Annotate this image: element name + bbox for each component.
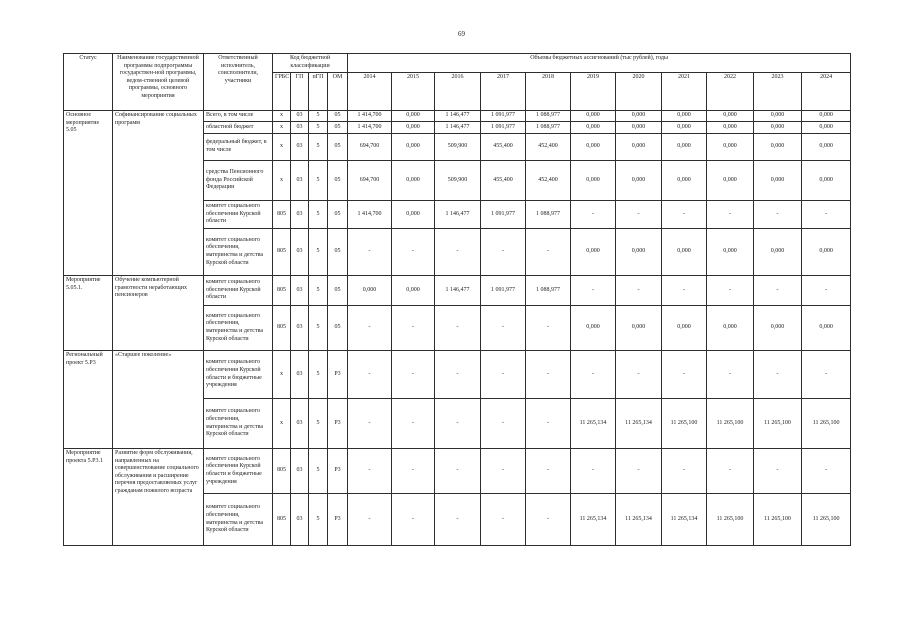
row-code-pgp: 5 xyxy=(309,229,328,276)
row-value-2020: 11 265,134 xyxy=(616,399,662,449)
row-value-2014: 694,700 xyxy=(348,161,392,201)
row-value-2024: 0,000 xyxy=(802,229,851,276)
table-header-row xyxy=(64,54,851,73)
row-value-2019: - xyxy=(571,201,616,229)
header-year: 2020 xyxy=(616,73,662,111)
row-code-grbs: 805 xyxy=(273,201,291,229)
row-value-2022: 0,000 xyxy=(707,134,754,161)
row-value-2016: 1 146,477 xyxy=(435,201,481,229)
row-value-2018: 1 088,977 xyxy=(526,111,571,122)
row-value-2021: - xyxy=(662,351,707,399)
row-value-2021: 0,000 xyxy=(662,134,707,161)
row-responsible: комитет социального обеспечения, материнства и детства Курской области xyxy=(204,229,273,276)
row-value-2019: 0,000 xyxy=(571,122,616,134)
header-year: 2019 xyxy=(571,73,616,111)
row-value-2022: - xyxy=(707,201,754,229)
row-value-2014: - xyxy=(348,351,392,399)
row-value-2015: - xyxy=(392,351,435,399)
row-code-om: 05 xyxy=(328,229,348,276)
row-code-pgp: 5 xyxy=(309,494,328,546)
row-value-2022: 11 265,100 xyxy=(707,399,754,449)
row-value-2023: - xyxy=(754,276,802,306)
table-row xyxy=(64,276,851,306)
row-value-2023: 0,000 xyxy=(754,161,802,201)
header-year: 2021 xyxy=(662,73,707,111)
row-responsible: комитет социального обеспечения, материнства и детства Курской области xyxy=(204,399,273,449)
table-header xyxy=(64,54,851,111)
row-code-om: 05 xyxy=(328,161,348,201)
row-value-2023: 0,000 xyxy=(754,134,802,161)
row-value-2015: 0,000 xyxy=(392,134,435,161)
header-year: 2017 xyxy=(481,73,526,111)
row-value-2022: 0,000 xyxy=(707,229,754,276)
row-code-grbs: x xyxy=(273,111,291,122)
row-code-pgp: 5 xyxy=(309,201,328,229)
row-value-2023: 11 265,100 xyxy=(754,399,802,449)
header-year: 2015 xyxy=(392,73,435,111)
row-name: Развитие форм обслуживания, направленных на совершенствование социального обслуживания и расширение перечня предоставляемых услуг гражданам пожилого возраста xyxy=(113,449,204,546)
row-value-2023: - xyxy=(754,351,802,399)
row-value-2024: 0,000 xyxy=(802,161,851,201)
row-value-2021: - xyxy=(662,449,707,494)
row-value-2021: 0,000 xyxy=(662,229,707,276)
row-value-2015: 0,000 xyxy=(392,111,435,122)
row-code-grbs: 805 xyxy=(273,449,291,494)
row-value-2022: 0,000 xyxy=(707,306,754,351)
row-value-2021: - xyxy=(662,201,707,229)
row-value-2022: - xyxy=(707,449,754,494)
row-value-2018: - xyxy=(526,494,571,546)
row-code-gp: 03 xyxy=(291,351,309,399)
row-responsible: комитет социального обеспечения, материнства и детства Курской области xyxy=(204,306,273,351)
budget-table xyxy=(63,53,851,546)
row-responsible: средства Пенсионного фонда Российской Федерации xyxy=(204,161,273,201)
row-value-2019: - xyxy=(571,351,616,399)
header-code-gp: ГП xyxy=(291,73,309,111)
row-value-2024: - xyxy=(802,449,851,494)
row-value-2018: - xyxy=(526,449,571,494)
row-code-gp: 03 xyxy=(291,306,309,351)
header-code-pgp: пГП xyxy=(309,73,328,111)
row-code-om: 05 xyxy=(328,276,348,306)
row-value-2015: - xyxy=(392,494,435,546)
row-value-2020: - xyxy=(616,276,662,306)
row-code-grbs: 805 xyxy=(273,306,291,351)
header-code-group: Код бюджетной классификации xyxy=(273,54,348,73)
row-value-2016: 1 146,477 xyxy=(435,276,481,306)
row-value-2016: - xyxy=(435,399,481,449)
row-code-grbs: 805 xyxy=(273,494,291,546)
row-value-2024: 0,000 xyxy=(802,134,851,161)
row-code-pgp: 5 xyxy=(309,306,328,351)
row-status: Мероприятие 5.05.1. xyxy=(64,276,113,351)
row-value-2019: 0,000 xyxy=(571,306,616,351)
row-value-2016: - xyxy=(435,229,481,276)
row-name: Софинансирование социальных программ xyxy=(113,111,204,276)
row-value-2020: 0,000 xyxy=(616,111,662,122)
row-value-2021: 0,000 xyxy=(662,306,707,351)
row-code-om: 05 xyxy=(328,306,348,351)
row-responsible: федеральный бюджет, в том числе xyxy=(204,134,273,161)
row-code-om: 05 xyxy=(328,201,348,229)
row-value-2024: - xyxy=(802,351,851,399)
row-value-2015: 0,000 xyxy=(392,201,435,229)
row-value-2014: - xyxy=(348,229,392,276)
row-value-2020: - xyxy=(616,449,662,494)
row-value-2018: 452,400 xyxy=(526,161,571,201)
row-value-2024: 0,000 xyxy=(802,122,851,134)
row-responsible: комитет социального обеспечения, материнства и детства Курской области xyxy=(204,494,273,546)
row-value-2023: 0,000 xyxy=(754,111,802,122)
row-code-om: 05 xyxy=(328,111,348,122)
row-code-grbs: 805 xyxy=(273,229,291,276)
row-value-2016: 509,900 xyxy=(435,134,481,161)
row-value-2016: - xyxy=(435,449,481,494)
row-code-gp: 03 xyxy=(291,449,309,494)
row-value-2019: - xyxy=(571,449,616,494)
page-number: 69 xyxy=(458,30,465,38)
row-value-2018: - xyxy=(526,306,571,351)
row-value-2019: 0,000 xyxy=(571,161,616,201)
row-code-gp: 03 xyxy=(291,111,309,122)
row-value-2024: 0,000 xyxy=(802,111,851,122)
row-value-2022: 0,000 xyxy=(707,161,754,201)
row-code-gp: 03 xyxy=(291,494,309,546)
row-value-2018: - xyxy=(526,351,571,399)
row-value-2020: - xyxy=(616,351,662,399)
row-value-2014: 694,700 xyxy=(348,134,392,161)
header-status: Статус xyxy=(64,54,113,111)
row-value-2021: 11 265,100 xyxy=(662,399,707,449)
row-value-2014: 1 414,700 xyxy=(348,201,392,229)
row-responsible: комитет социального обеспечения Курской области xyxy=(204,201,273,229)
row-value-2014: - xyxy=(348,399,392,449)
row-value-2023: - xyxy=(754,449,802,494)
row-code-pgp: 5 xyxy=(309,351,328,399)
row-code-gp: 03 xyxy=(291,201,309,229)
row-value-2018: - xyxy=(526,229,571,276)
table-body xyxy=(64,111,851,546)
row-value-2015: - xyxy=(392,399,435,449)
row-value-2021: 0,000 xyxy=(662,111,707,122)
row-value-2019: 0,000 xyxy=(571,229,616,276)
row-value-2015: - xyxy=(392,229,435,276)
row-code-grbs: x xyxy=(273,122,291,134)
row-responsible: областной бюджет xyxy=(204,122,273,134)
row-code-grbs: x xyxy=(273,399,291,449)
row-value-2014: - xyxy=(348,449,392,494)
row-value-2014: - xyxy=(348,494,392,546)
row-value-2017: 455,400 xyxy=(481,134,526,161)
header-responsible: Ответственный исполнитель, соисполнители, участники xyxy=(204,54,273,111)
row-code-gp: 03 xyxy=(291,399,309,449)
header-year: 2024 xyxy=(802,73,851,111)
row-value-2019: 0,000 xyxy=(571,111,616,122)
header-code-grbs: ГРБС xyxy=(273,73,291,111)
table-row xyxy=(64,449,851,494)
header-year: 2023 xyxy=(754,73,802,111)
header-year: 2016 xyxy=(435,73,481,111)
header-year: 2018 xyxy=(526,73,571,111)
header-year: 2022 xyxy=(707,73,754,111)
row-code-gp: 03 xyxy=(291,229,309,276)
row-value-2024: - xyxy=(802,201,851,229)
row-value-2014: 0,000 xyxy=(348,276,392,306)
row-value-2017: - xyxy=(481,229,526,276)
header-amount-group: Объемы бюджетных ассигнований (тыс рублей), годы xyxy=(348,54,851,73)
row-value-2024: 11 265,100 xyxy=(802,494,851,546)
row-value-2017: 1 091,977 xyxy=(481,276,526,306)
row-code-om: P3 xyxy=(328,399,348,449)
row-value-2017: 1 091,977 xyxy=(481,122,526,134)
row-value-2022: 0,000 xyxy=(707,122,754,134)
row-value-2020: 0,000 xyxy=(616,306,662,351)
row-value-2017: 1 091,977 xyxy=(481,201,526,229)
row-responsible: Всего, в том числе xyxy=(204,111,273,122)
row-value-2015: 0,000 xyxy=(392,276,435,306)
row-code-grbs: x xyxy=(273,351,291,399)
row-code-pgp: 5 xyxy=(309,449,328,494)
row-code-om: 05 xyxy=(328,134,348,161)
row-value-2021: - xyxy=(662,276,707,306)
row-value-2018: 1 088,977 xyxy=(526,122,571,134)
row-value-2017: - xyxy=(481,494,526,546)
row-value-2021: 11 265,134 xyxy=(662,494,707,546)
row-value-2020: 11 265,134 xyxy=(616,494,662,546)
row-value-2023: 0,000 xyxy=(754,306,802,351)
row-value-2015: - xyxy=(392,449,435,494)
row-code-gp: 03 xyxy=(291,161,309,201)
row-value-2017: - xyxy=(481,399,526,449)
row-code-grbs: 805 xyxy=(273,276,291,306)
row-value-2023: 11 265,100 xyxy=(754,494,802,546)
row-name: Обучение компьютерной грамотности неработающих пенсионеров xyxy=(113,276,204,351)
table-row xyxy=(64,351,851,399)
row-value-2019: 11 265,134 xyxy=(571,399,616,449)
row-value-2020: 0,000 xyxy=(616,122,662,134)
row-value-2018: - xyxy=(526,399,571,449)
row-value-2019: 11 265,134 xyxy=(571,494,616,546)
row-responsible: комитет социального обеспечения Курской области и бюджетные учреждения xyxy=(204,351,273,399)
row-value-2018: 1 088,977 xyxy=(526,201,571,229)
row-value-2017: - xyxy=(481,351,526,399)
row-code-pgp: 5 xyxy=(309,399,328,449)
row-value-2023: 0,000 xyxy=(754,229,802,276)
row-code-om: P3 xyxy=(328,449,348,494)
row-status: Мероприятие проекта 5.P3.1 xyxy=(64,449,113,546)
row-value-2021: 0,000 xyxy=(662,161,707,201)
row-code-gp: 03 xyxy=(291,276,309,306)
row-value-2023: - xyxy=(754,201,802,229)
row-status: Региональный проект 5.P3 xyxy=(64,351,113,449)
row-value-2020: 0,000 xyxy=(616,161,662,201)
row-value-2022: - xyxy=(707,351,754,399)
row-responsible: комитет социального обеспечения Курской области xyxy=(204,276,273,306)
row-code-pgp: 5 xyxy=(309,111,328,122)
row-code-pgp: 5 xyxy=(309,122,328,134)
row-value-2019: - xyxy=(571,276,616,306)
row-code-gp: 03 xyxy=(291,122,309,134)
row-value-2018: 1 088,977 xyxy=(526,276,571,306)
row-code-om: P3 xyxy=(328,351,348,399)
header-year: 2014 xyxy=(348,73,392,111)
header-code-om: ОМ xyxy=(328,73,348,111)
row-value-2024: 11 265,100 xyxy=(802,399,851,449)
row-value-2020: 0,000 xyxy=(616,229,662,276)
row-value-2016: 1 146,477 xyxy=(435,111,481,122)
row-value-2021: 0,000 xyxy=(662,122,707,134)
header-name: Наименование государственной программы подпрограммы государствен-ной программы, ведом-ственной целевой программы, основного мероприятия xyxy=(113,54,204,111)
row-value-2018: 452,400 xyxy=(526,134,571,161)
row-status: Основное мероприятие 5.05 xyxy=(64,111,113,276)
row-value-2014: 1 414,700 xyxy=(348,122,392,134)
row-responsible: комитет социального обеспечения Курской области и бюджетные учреждения xyxy=(204,449,273,494)
row-code-om: 05 xyxy=(328,122,348,134)
row-value-2024: 0,000 xyxy=(802,306,851,351)
row-value-2019: 0,000 xyxy=(571,134,616,161)
row-code-pgp: 5 xyxy=(309,134,328,161)
row-value-2015: 0,000 xyxy=(392,122,435,134)
row-value-2015: - xyxy=(392,306,435,351)
row-value-2016: 1 146,477 xyxy=(435,122,481,134)
row-value-2020: - xyxy=(616,201,662,229)
table-row xyxy=(64,111,851,122)
row-name: «Старшее поколение» xyxy=(113,351,204,449)
row-value-2017: - xyxy=(481,449,526,494)
row-value-2022: 11 265,100 xyxy=(707,494,754,546)
row-value-2017: 1 091,977 xyxy=(481,111,526,122)
row-code-grbs: x xyxy=(273,161,291,201)
row-code-om: P3 xyxy=(328,494,348,546)
row-code-pgp: 5 xyxy=(309,276,328,306)
row-value-2015: 0,000 xyxy=(392,161,435,201)
row-value-2022: - xyxy=(707,276,754,306)
row-value-2014: 1 414,700 xyxy=(348,111,392,122)
row-value-2024: - xyxy=(802,276,851,306)
row-value-2016: - xyxy=(435,306,481,351)
row-value-2020: 0,000 xyxy=(616,134,662,161)
row-value-2017: - xyxy=(481,306,526,351)
row-code-gp: 03 xyxy=(291,134,309,161)
row-value-2016: - xyxy=(435,494,481,546)
row-code-grbs: x xyxy=(273,134,291,161)
row-value-2022: 0,000 xyxy=(707,111,754,122)
row-value-2014: - xyxy=(348,306,392,351)
row-value-2023: 0,000 xyxy=(754,122,802,134)
row-code-pgp: 5 xyxy=(309,161,328,201)
row-value-2016: 509,900 xyxy=(435,161,481,201)
row-value-2016: - xyxy=(435,351,481,399)
row-value-2017: 455,400 xyxy=(481,161,526,201)
